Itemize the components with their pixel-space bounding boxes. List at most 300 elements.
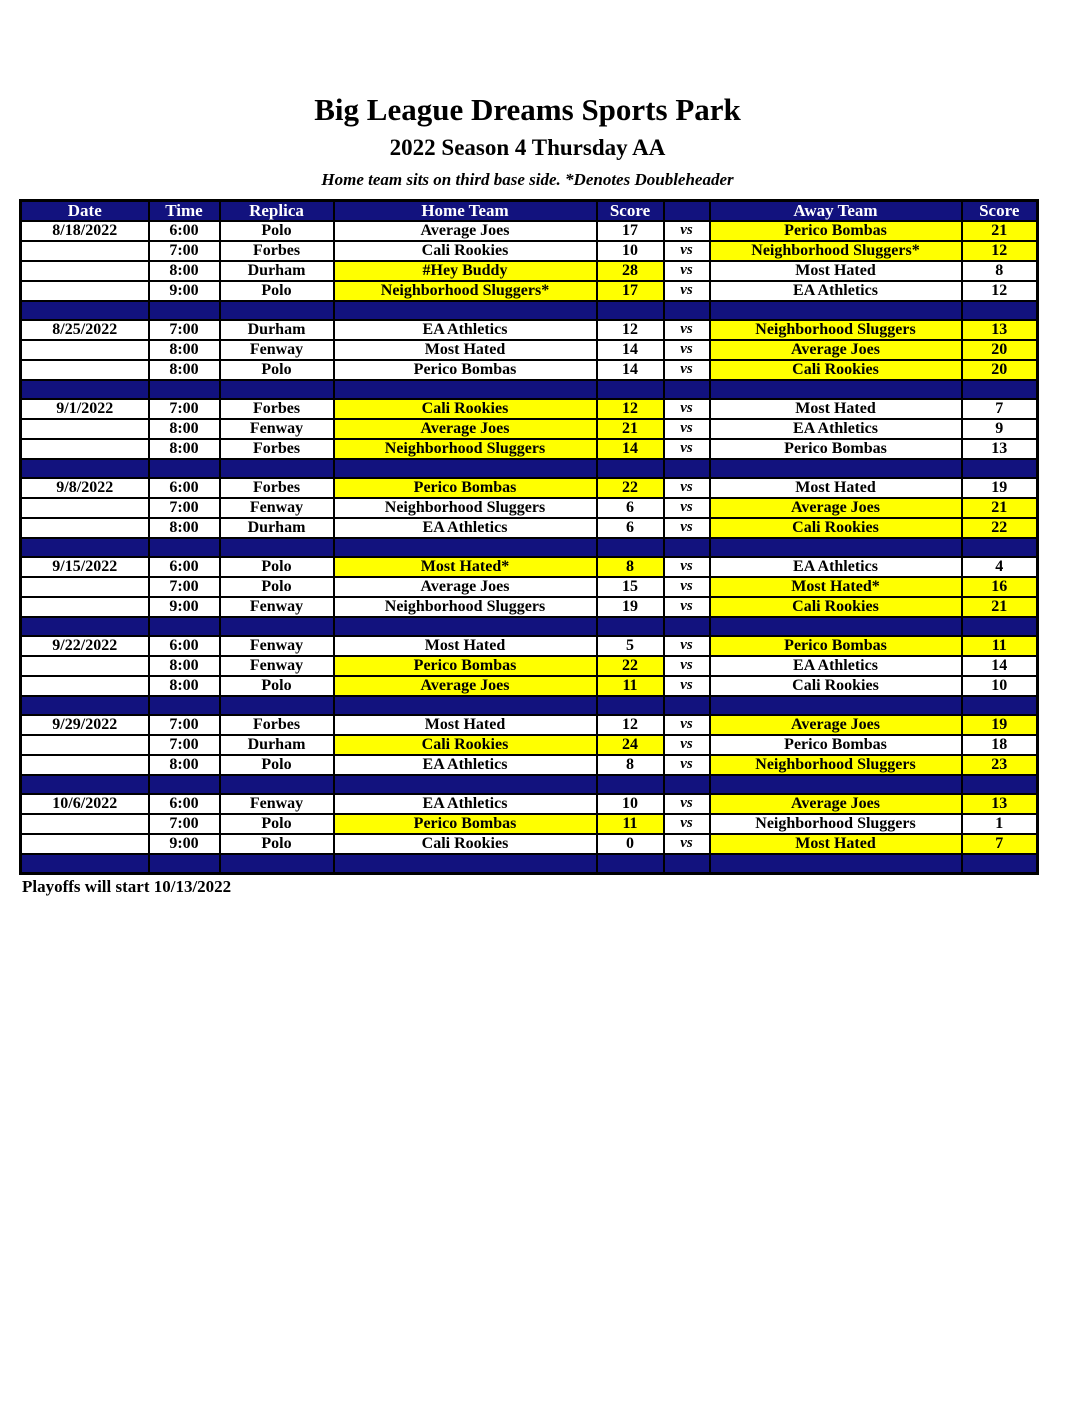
separator-cell [21,301,149,320]
separator-cell [334,380,597,399]
home-score-cell: 14 [597,340,664,360]
separator-cell [962,538,1038,557]
home-team-cell: Perico Bombas [334,360,597,380]
home-team-cell: EA Athletics [334,320,597,340]
home-score-cell: 11 [597,814,664,834]
header-cell-away-team: Away Team [710,200,962,221]
away-team-cell: Cali Rookies [710,597,962,617]
season-subtitle: 2022 Season 4 Thursday AA [389,134,666,160]
separator-cell [220,459,334,478]
home-team-cell: EA Athletics [334,518,597,538]
home-team-cell: Most Hated [334,636,597,656]
home-score-cell: 19 [597,597,664,617]
time-cell: 6:00 [149,794,220,814]
replica-cell: Polo [220,360,334,380]
home-score-cell: 21 [597,419,664,439]
separator-cell [962,617,1038,636]
separator-row [21,775,1038,794]
away-score-cell: 20 [962,340,1038,360]
separator-cell [149,696,220,715]
replica-cell: Durham [220,320,334,340]
date-cell [21,814,149,834]
vs-cell: vs [664,715,710,735]
replica-cell: Fenway [220,340,334,360]
away-score-cell: 12 [962,281,1038,301]
separator-row [21,538,1038,557]
separator-cell [220,775,334,794]
away-team-cell: Perico Bombas [710,221,962,241]
schedule-table [19,199,1039,875]
home-score-cell: 12 [597,320,664,340]
separator-cell [664,301,710,320]
replica-cell: Polo [220,814,334,834]
date-cell [21,656,149,676]
home-score-cell: 10 [597,241,664,261]
away-team-cell: Neighborhood Sluggers [710,814,962,834]
game-row [21,221,1038,241]
home-team-cell: Cali Rookies [334,834,597,854]
separator-cell [21,380,149,399]
separator-cell [149,854,220,873]
away-team-cell: Most Hated* [710,577,962,597]
replica-cell: Polo [220,577,334,597]
away-team-cell: Cali Rookies [710,518,962,538]
replica-cell: Forbes [220,399,334,419]
separator-cell [21,775,149,794]
game-row [21,478,1038,498]
away-score-cell: 10 [962,676,1038,696]
separator-cell [962,380,1038,399]
separator-cell [149,301,220,320]
separator-cell [334,301,597,320]
time-cell: 6:00 [149,478,220,498]
date-cell [21,281,149,301]
away-team-cell: Most Hated [710,261,962,281]
vs-cell: vs [664,636,710,656]
time-cell: 8:00 [149,419,220,439]
game-row [21,518,1038,538]
time-cell: 8:00 [149,360,220,380]
separator-cell [664,538,710,557]
time-cell: 9:00 [149,834,220,854]
separator-cell [962,854,1038,873]
game-row [21,794,1038,814]
separator-cell [962,775,1038,794]
away-team-cell: Most Hated [710,834,962,854]
away-score-cell: 12 [962,241,1038,261]
time-cell: 6:00 [149,221,220,241]
vs-cell: vs [664,755,710,775]
vs-cell: vs [664,735,710,755]
title-block [19,92,1036,190]
replica-cell: Fenway [220,794,334,814]
separator-cell [149,538,220,557]
time-cell: 8:00 [149,676,220,696]
separator-cell [597,301,664,320]
separator-cell [334,775,597,794]
away-score-cell: 16 [962,577,1038,597]
separator-cell [21,459,149,478]
away-team-cell: Perico Bombas [710,636,962,656]
separator-cell [710,459,962,478]
vs-cell: vs [664,656,710,676]
date-cell: 9/1/2022 [21,399,149,419]
date-cell: 9/29/2022 [21,715,149,735]
away-score-cell: 13 [962,439,1038,459]
replica-cell: Polo [220,834,334,854]
separator-cell [664,459,710,478]
replica-cell: Forbes [220,715,334,735]
header-cell-vs [664,200,710,221]
separator-cell [21,617,149,636]
separator-cell [334,696,597,715]
home-team-cell: Most Hated [334,340,597,360]
away-team-cell: Average Joes [710,340,962,360]
away-team-cell: Average Joes [710,498,962,518]
away-score-cell: 7 [962,399,1038,419]
separator-cell [710,696,962,715]
vs-cell: vs [664,419,710,439]
home-score-cell: 0 [597,834,664,854]
separator-cell [597,380,664,399]
separator-cell [149,775,220,794]
header-cell-replica: Replica [220,200,334,221]
home-team-cell: Most Hated [334,715,597,735]
away-team-cell: EA Athletics [710,281,962,301]
page-title: Big League Dreams Sports Park [314,92,741,127]
away-score-cell: 21 [962,498,1038,518]
away-score-cell: 7 [962,834,1038,854]
home-score-cell: 22 [597,478,664,498]
separator-cell [664,696,710,715]
home-score-cell: 12 [597,399,664,419]
separator-cell [664,775,710,794]
separator-cell [710,301,962,320]
separator-cell [597,775,664,794]
home-team-cell: Perico Bombas [334,478,597,498]
time-cell: 8:00 [149,755,220,775]
home-team-cell: Average Joes [334,577,597,597]
game-row [21,320,1038,340]
away-team-cell: Neighborhood Sluggers [710,755,962,775]
date-cell [21,518,149,538]
separator-cell [21,538,149,557]
date-cell [21,360,149,380]
away-team-cell: Cali Rookies [710,676,962,696]
game-row [21,439,1038,459]
separator-cell [21,696,149,715]
separator-cell [334,617,597,636]
vs-cell: vs [664,281,710,301]
time-cell: 8:00 [149,340,220,360]
header-row [21,200,1038,221]
away-score-cell: 11 [962,636,1038,656]
game-row [21,241,1038,261]
replica-cell: Polo [220,676,334,696]
vs-cell: vs [664,518,710,538]
time-cell: 6:00 [149,557,220,577]
separator-cell [710,538,962,557]
separator-row [21,380,1038,399]
separator-cell [220,301,334,320]
home-team-cell: Neighborhood Sluggers [334,439,597,459]
header-cell-home-score: Score [597,200,664,221]
away-score-cell: 19 [962,478,1038,498]
time-cell: 7:00 [149,320,220,340]
date-cell [21,340,149,360]
separator-cell [597,617,664,636]
away-score-cell: 21 [962,221,1038,241]
time-cell: 9:00 [149,597,220,617]
time-cell: 7:00 [149,735,220,755]
vs-cell: vs [664,834,710,854]
replica-cell: Durham [220,518,334,538]
replica-cell: Polo [220,221,334,241]
away-score-cell: 23 [962,755,1038,775]
replica-cell: Forbes [220,439,334,459]
away-score-cell: 14 [962,656,1038,676]
date-cell [21,597,149,617]
time-cell: 8:00 [149,261,220,281]
separator-cell [220,538,334,557]
away-score-cell: 19 [962,715,1038,735]
replica-cell: Fenway [220,656,334,676]
away-score-cell: 13 [962,794,1038,814]
vs-cell: vs [664,261,710,281]
vs-cell: vs [664,340,710,360]
date-cell [21,419,149,439]
time-cell: 7:00 [149,241,220,261]
separator-cell [710,775,962,794]
home-team-cell: EA Athletics [334,794,597,814]
home-team-cell: Average Joes [334,676,597,696]
separator-cell [334,538,597,557]
date-cell: 10/6/2022 [21,794,149,814]
date-cell [21,755,149,775]
date-cell [21,577,149,597]
game-row [21,715,1038,735]
replica-cell: Polo [220,557,334,577]
away-team-cell: Average Joes [710,794,962,814]
home-team-cell: Average Joes [334,419,597,439]
vs-cell: vs [664,478,710,498]
replica-cell: Forbes [220,241,334,261]
away-team-cell: Neighborhood Sluggers* [710,241,962,261]
home-team-cell: Neighborhood Sluggers [334,498,597,518]
time-cell: 7:00 [149,399,220,419]
game-row [21,281,1038,301]
home-score-cell: 22 [597,656,664,676]
home-score-cell: 15 [597,577,664,597]
home-score-cell: 11 [597,676,664,696]
home-score-cell: 12 [597,715,664,735]
vs-cell: vs [664,360,710,380]
vs-cell: vs [664,577,710,597]
game-row [21,419,1038,439]
separator-cell [149,459,220,478]
home-score-cell: 10 [597,794,664,814]
vs-cell: vs [664,597,710,617]
home-team-cell: Perico Bombas [334,656,597,676]
game-row [21,834,1038,854]
date-cell [21,676,149,696]
separator-row [21,301,1038,320]
home-score-cell: 5 [597,636,664,656]
separator-cell [334,854,597,873]
separator-row [21,854,1038,873]
game-row [21,340,1038,360]
separator-cell [962,696,1038,715]
separator-cell [664,854,710,873]
home-score-cell: 14 [597,439,664,459]
home-score-cell: 17 [597,281,664,301]
away-score-cell: 4 [962,557,1038,577]
home-team-cell: Cali Rookies [334,399,597,419]
separator-row [21,617,1038,636]
date-cell [21,241,149,261]
separator-cell [334,459,597,478]
away-score-cell: 20 [962,360,1038,380]
time-cell: 9:00 [149,281,220,301]
schedule-table-body [21,221,1038,873]
home-team-cell: Cali Rookies [334,241,597,261]
time-cell: 6:00 [149,636,220,656]
away-score-cell: 13 [962,320,1038,340]
separator-cell [597,854,664,873]
away-team-cell: EA Athletics [710,557,962,577]
date-cell: 9/15/2022 [21,557,149,577]
home-team-cell: Neighborhood Sluggers [334,597,597,617]
schedule-note: Home team sits on third base side. *Denotes Doubleheader [321,169,734,189]
away-team-cell: Perico Bombas [710,735,962,755]
date-cell [21,261,149,281]
vs-cell: vs [664,814,710,834]
time-cell: 7:00 [149,814,220,834]
replica-cell: Polo [220,281,334,301]
vs-cell: vs [664,676,710,696]
separator-cell [664,380,710,399]
playoffs-footer: Playoffs will start 10/13/2022 [22,876,232,896]
date-cell [21,439,149,459]
home-score-cell: 8 [597,755,664,775]
game-row [21,656,1038,676]
home-team-cell: Most Hated* [334,557,597,577]
away-score-cell: 9 [962,419,1038,439]
separator-cell [149,617,220,636]
separator-cell [597,696,664,715]
separator-cell [220,696,334,715]
separator-cell [962,301,1038,320]
separator-cell [220,617,334,636]
separator-row [21,696,1038,715]
game-row [21,399,1038,419]
date-cell: 8/25/2022 [21,320,149,340]
vs-cell: vs [664,439,710,459]
game-row [21,360,1038,380]
vs-cell: vs [664,557,710,577]
separator-cell [21,854,149,873]
vs-cell: vs [664,241,710,261]
game-row [21,636,1038,656]
replica-cell: Fenway [220,636,334,656]
date-cell [21,834,149,854]
time-cell: 8:00 [149,439,220,459]
separator-cell [149,380,220,399]
game-row [21,755,1038,775]
home-score-cell: 8 [597,557,664,577]
home-team-cell: #Hey Buddy [334,261,597,281]
separator-cell [710,380,962,399]
home-score-cell: 14 [597,360,664,380]
away-team-cell: Neighborhood Sluggers [710,320,962,340]
time-cell: 7:00 [149,498,220,518]
game-row [21,814,1038,834]
home-team-cell: EA Athletics [334,755,597,775]
away-team-cell: Average Joes [710,715,962,735]
game-row [21,676,1038,696]
replica-cell: Forbes [220,478,334,498]
header-cell-date: Date [21,200,149,221]
replica-cell: Durham [220,261,334,281]
away-score-cell: 1 [962,814,1038,834]
away-score-cell: 22 [962,518,1038,538]
time-cell: 8:00 [149,518,220,538]
replica-cell: Fenway [220,498,334,518]
home-score-cell: 6 [597,498,664,518]
home-score-cell: 17 [597,221,664,241]
separator-cell [710,617,962,636]
separator-cell [962,459,1038,478]
game-row [21,498,1038,518]
vs-cell: vs [664,498,710,518]
replica-cell: Durham [220,735,334,755]
date-cell [21,735,149,755]
vs-cell: vs [664,794,710,814]
time-cell: 8:00 [149,656,220,676]
vs-cell: vs [664,399,710,419]
game-row [21,261,1038,281]
home-team-cell: Perico Bombas [334,814,597,834]
date-cell [21,498,149,518]
replica-cell: Polo [220,755,334,775]
home-score-cell: 6 [597,518,664,538]
home-team-cell: Neighborhood Sluggers* [334,281,597,301]
away-team-cell: EA Athletics [710,419,962,439]
separator-cell [710,854,962,873]
game-row [21,735,1038,755]
away-team-cell: EA Athletics [710,656,962,676]
home-score-cell: 24 [597,735,664,755]
game-row [21,577,1038,597]
away-team-cell: Cali Rookies [710,360,962,380]
away-score-cell: 21 [962,597,1038,617]
home-team-cell: Cali Rookies [334,735,597,755]
date-cell: 8/18/2022 [21,221,149,241]
away-score-cell: 18 [962,735,1038,755]
away-team-cell: Perico Bombas [710,439,962,459]
time-cell: 7:00 [149,577,220,597]
separator-cell [597,459,664,478]
away-score-cell: 8 [962,261,1038,281]
home-team-cell: Average Joes [334,221,597,241]
vs-cell: vs [664,320,710,340]
home-score-cell: 28 [597,261,664,281]
separator-cell [664,617,710,636]
game-row [21,597,1038,617]
replica-cell: Fenway [220,597,334,617]
separator-cell [597,538,664,557]
separator-cell [220,380,334,399]
